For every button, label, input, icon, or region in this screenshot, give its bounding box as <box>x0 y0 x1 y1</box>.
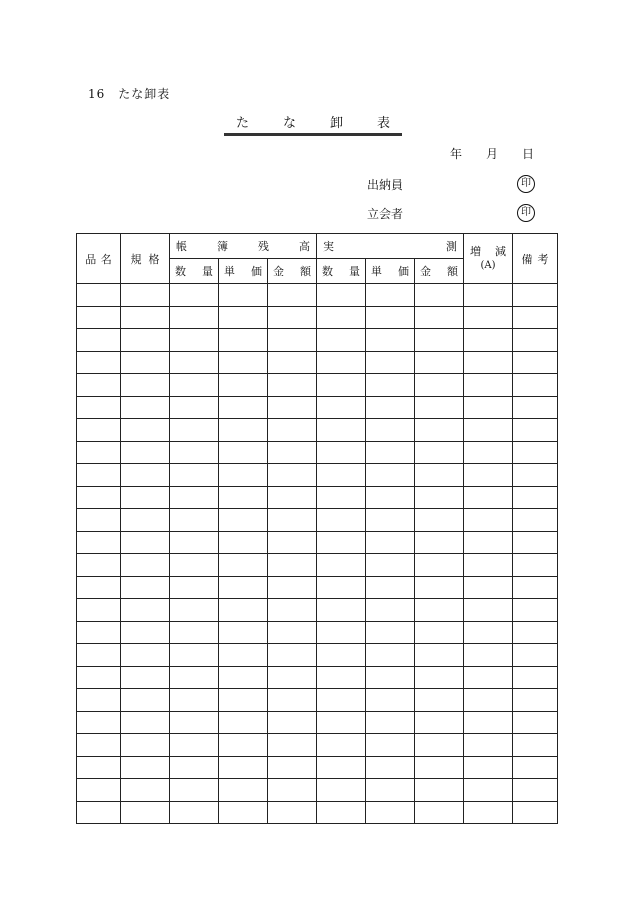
table-cell[interactable] <box>366 509 415 532</box>
table-cell[interactable] <box>513 576 558 599</box>
table-cell[interactable] <box>366 554 415 577</box>
table-cell[interactable] <box>121 284 170 307</box>
table-cell[interactable] <box>415 779 464 802</box>
table-row <box>77 464 558 487</box>
table-cell[interactable] <box>317 396 366 419</box>
table-cell[interactable] <box>219 486 268 509</box>
table-cell[interactable] <box>513 374 558 397</box>
table-cell[interactable] <box>513 756 558 779</box>
table-cell[interactable] <box>268 306 317 329</box>
table-row <box>77 329 558 352</box>
table-cell[interactable] <box>513 621 558 644</box>
table-cell[interactable] <box>77 509 121 532</box>
table-cell[interactable] <box>464 779 513 802</box>
table-cell[interactable] <box>268 351 317 374</box>
table-cell[interactable] <box>77 464 121 487</box>
table-cell[interactable] <box>121 621 170 644</box>
table-cell[interactable] <box>170 599 219 622</box>
table-cell[interactable] <box>170 374 219 397</box>
subheader-actual-unit-price: 単 価 <box>366 259 415 284</box>
table-cell[interactable] <box>170 396 219 419</box>
table-cell[interactable] <box>513 666 558 689</box>
table-cell[interactable] <box>415 644 464 667</box>
table-cell[interactable] <box>366 486 415 509</box>
table-row <box>77 801 558 824</box>
table-cell[interactable] <box>268 756 317 779</box>
table-row <box>77 351 558 374</box>
table-cell[interactable] <box>170 464 219 487</box>
table-cell[interactable] <box>464 441 513 464</box>
table-cell[interactable] <box>464 644 513 667</box>
table-cell[interactable] <box>317 531 366 554</box>
table-cell[interactable] <box>170 284 219 307</box>
table-cell[interactable] <box>513 689 558 712</box>
table-cell[interactable] <box>317 644 366 667</box>
table-cell[interactable] <box>415 734 464 757</box>
table-cell[interactable] <box>121 419 170 442</box>
table-cell[interactable] <box>464 531 513 554</box>
table-cell[interactable] <box>317 441 366 464</box>
table-cell[interactable] <box>121 306 170 329</box>
section-label: 16 たな卸表 <box>88 87 171 101</box>
table-cell[interactable] <box>77 306 121 329</box>
table-cell[interactable] <box>170 329 219 352</box>
table-cell[interactable] <box>77 351 121 374</box>
table-row <box>77 689 558 712</box>
seal-stamp-icon: 印 <box>517 204 535 222</box>
table-cell[interactable] <box>219 554 268 577</box>
table-cell[interactable] <box>77 711 121 734</box>
table-cell[interactable] <box>464 689 513 712</box>
table-cell[interactable] <box>268 734 317 757</box>
table-cell[interactable] <box>366 374 415 397</box>
table-cell[interactable] <box>464 419 513 442</box>
table-cell[interactable] <box>415 396 464 419</box>
table-cell[interactable] <box>219 599 268 622</box>
table-cell[interactable] <box>268 284 317 307</box>
table-row <box>77 599 558 622</box>
table-cell[interactable] <box>464 621 513 644</box>
table-cell[interactable] <box>121 486 170 509</box>
table-cell[interactable] <box>121 329 170 352</box>
table-cell[interactable] <box>415 576 464 599</box>
title-char: た <box>236 116 250 131</box>
table-cell[interactable] <box>219 441 268 464</box>
table-row <box>77 306 558 329</box>
table-cell[interactable] <box>219 734 268 757</box>
table-cell[interactable] <box>415 351 464 374</box>
table-cell[interactable] <box>268 329 317 352</box>
inventory-table <box>76 233 558 824</box>
table-cell[interactable] <box>317 756 366 779</box>
table-cell[interactable] <box>366 284 415 307</box>
table-cell[interactable] <box>219 509 268 532</box>
table-cell[interactable] <box>268 509 317 532</box>
table-cell[interactable] <box>170 351 219 374</box>
table-row <box>77 554 558 577</box>
table-cell[interactable] <box>77 374 121 397</box>
table-cell[interactable] <box>219 644 268 667</box>
table-cell[interactable] <box>464 599 513 622</box>
table-cell[interactable] <box>219 419 268 442</box>
table-cell[interactable] <box>464 486 513 509</box>
table-cell[interactable] <box>513 396 558 419</box>
table-cell[interactable] <box>513 419 558 442</box>
table-cell[interactable] <box>366 734 415 757</box>
table-cell[interactable] <box>464 576 513 599</box>
table-cell[interactable] <box>121 576 170 599</box>
table-cell[interactable] <box>415 711 464 734</box>
subheader-actual-amount: 金 額 <box>415 259 464 284</box>
table-row <box>77 779 558 802</box>
table-cell[interactable] <box>170 441 219 464</box>
table-cell[interactable] <box>268 464 317 487</box>
table-cell[interactable] <box>77 486 121 509</box>
table-cell[interactable] <box>77 599 121 622</box>
table-cell[interactable] <box>121 554 170 577</box>
table-cell[interactable] <box>170 486 219 509</box>
seal-stamp-icon: 印 <box>517 175 535 193</box>
table-cell[interactable] <box>366 396 415 419</box>
table-cell[interactable] <box>170 666 219 689</box>
table-cell[interactable] <box>219 329 268 352</box>
table-cell[interactable] <box>121 464 170 487</box>
table-cell[interactable] <box>513 711 558 734</box>
table-row <box>77 486 558 509</box>
table-cell[interactable] <box>77 396 121 419</box>
table-cell[interactable] <box>415 621 464 644</box>
table-cell[interactable] <box>170 801 219 824</box>
table-cell[interactable] <box>317 351 366 374</box>
table-cell[interactable] <box>415 801 464 824</box>
table-cell[interactable] <box>77 284 121 307</box>
table-cell[interactable] <box>513 486 558 509</box>
table-row <box>77 576 558 599</box>
table-cell[interactable] <box>268 599 317 622</box>
table-cell[interactable] <box>366 419 415 442</box>
table-row <box>77 644 558 667</box>
table-cell[interactable] <box>121 531 170 554</box>
table-cell[interactable] <box>415 599 464 622</box>
table-cell[interactable] <box>170 531 219 554</box>
table-cell[interactable] <box>513 644 558 667</box>
table-cell[interactable] <box>366 621 415 644</box>
table-cell[interactable] <box>415 284 464 307</box>
table-cell[interactable] <box>513 531 558 554</box>
table-cell[interactable] <box>317 576 366 599</box>
table-cell[interactable] <box>464 351 513 374</box>
table-cell[interactable] <box>366 666 415 689</box>
table-cell[interactable] <box>317 599 366 622</box>
table-cell[interactable] <box>121 756 170 779</box>
table-cell[interactable] <box>121 644 170 667</box>
table-cell[interactable] <box>317 734 366 757</box>
table-cell[interactable] <box>415 554 464 577</box>
table-cell[interactable] <box>464 711 513 734</box>
table-row <box>77 531 558 554</box>
table-cell[interactable] <box>170 711 219 734</box>
table-row <box>77 284 558 307</box>
table-cell[interactable] <box>513 554 558 577</box>
table-cell[interactable] <box>268 689 317 712</box>
header-spec: 規 格 <box>121 234 170 284</box>
table-cell[interactable] <box>219 396 268 419</box>
table-cell[interactable] <box>77 734 121 757</box>
table-cell[interactable] <box>121 351 170 374</box>
header-variance: 増 減 (A) <box>464 234 513 284</box>
table-cell[interactable] <box>366 306 415 329</box>
table-cell[interactable] <box>77 329 121 352</box>
table-cell[interactable] <box>317 779 366 802</box>
table-cell[interactable] <box>513 284 558 307</box>
table-cell[interactable] <box>513 599 558 622</box>
table-cell[interactable] <box>366 576 415 599</box>
subheader-book-qty: 数 量 <box>170 259 219 284</box>
table-cell[interactable] <box>219 464 268 487</box>
table-cell[interactable] <box>77 441 121 464</box>
table-cell[interactable] <box>219 576 268 599</box>
table-cell[interactable] <box>77 689 121 712</box>
table-cell[interactable] <box>366 801 415 824</box>
table-cell[interactable] <box>219 689 268 712</box>
title-char: 卸 <box>329 116 343 131</box>
table-cell[interactable] <box>77 531 121 554</box>
subheader-book-unit-price: 単 価 <box>219 259 268 284</box>
table-cell[interactable] <box>121 734 170 757</box>
table-cell[interactable] <box>268 441 317 464</box>
table-cell[interactable] <box>77 666 121 689</box>
table-cell[interactable] <box>366 329 415 352</box>
header-item-name: 品 名 <box>77 234 121 284</box>
table-cell[interactable] <box>366 779 415 802</box>
title-underline <box>224 133 402 136</box>
table-cell[interactable] <box>464 801 513 824</box>
table-cell[interactable] <box>464 284 513 307</box>
table-cell[interactable] <box>415 329 464 352</box>
table-cell[interactable] <box>317 509 366 532</box>
signature-label-witness: 立会者 <box>367 207 404 221</box>
table-cell[interactable] <box>121 599 170 622</box>
table-cell[interactable] <box>415 464 464 487</box>
date-day-label: 日 <box>522 147 535 161</box>
table-cell[interactable] <box>268 576 317 599</box>
table-cell[interactable] <box>317 306 366 329</box>
table-cell[interactable] <box>170 306 219 329</box>
table-cell[interactable] <box>121 509 170 532</box>
table-cell[interactable] <box>464 734 513 757</box>
table-cell[interactable] <box>170 756 219 779</box>
table-cell[interactable] <box>170 554 219 577</box>
date-month-label: 月 <box>486 147 499 161</box>
table-cell[interactable] <box>415 419 464 442</box>
table-cell[interactable] <box>415 756 464 779</box>
table-cell[interactable] <box>268 486 317 509</box>
table-cell[interactable] <box>219 779 268 802</box>
table-cell[interactable] <box>415 509 464 532</box>
table-cell[interactable] <box>415 441 464 464</box>
table-cell[interactable] <box>464 374 513 397</box>
table-cell[interactable] <box>415 689 464 712</box>
table-cell[interactable] <box>219 306 268 329</box>
table-cell[interactable] <box>317 666 366 689</box>
table-cell[interactable] <box>513 509 558 532</box>
table-cell[interactable] <box>219 531 268 554</box>
document-title <box>224 112 402 136</box>
table-cell[interactable] <box>317 284 366 307</box>
table-cell[interactable] <box>317 486 366 509</box>
table-cell[interactable] <box>366 464 415 487</box>
table-cell[interactable] <box>317 801 366 824</box>
table-cell[interactable] <box>77 419 121 442</box>
table-cell[interactable] <box>219 351 268 374</box>
title-char: な <box>282 116 296 131</box>
table-row <box>77 666 558 689</box>
table-cell[interactable] <box>170 734 219 757</box>
table-cell[interactable] <box>317 554 366 577</box>
table-row <box>77 396 558 419</box>
inventory-table-body <box>77 284 558 824</box>
table-cell[interactable] <box>268 374 317 397</box>
table-cell[interactable] <box>366 599 415 622</box>
table-row <box>77 419 558 442</box>
table-cell[interactable] <box>77 621 121 644</box>
date-year-label: 年 <box>450 147 463 161</box>
table-cell[interactable] <box>415 374 464 397</box>
table-cell[interactable] <box>415 531 464 554</box>
title-char: 表 <box>376 116 390 131</box>
table-row <box>77 711 558 734</box>
table-cell[interactable] <box>170 419 219 442</box>
table-cell[interactable] <box>415 306 464 329</box>
table-cell[interactable] <box>464 396 513 419</box>
table-cell[interactable] <box>268 666 317 689</box>
table-cell[interactable] <box>170 779 219 802</box>
table-cell[interactable] <box>317 419 366 442</box>
table-cell[interactable] <box>170 621 219 644</box>
table-cell[interactable] <box>77 644 121 667</box>
table-cell[interactable] <box>219 801 268 824</box>
table-cell[interactable] <box>366 689 415 712</box>
table-cell[interactable] <box>366 756 415 779</box>
table-cell[interactable] <box>268 396 317 419</box>
table-cell[interactable] <box>513 801 558 824</box>
table-cell[interactable] <box>366 711 415 734</box>
table-cell[interactable] <box>317 464 366 487</box>
table-cell[interactable] <box>513 464 558 487</box>
table-cell[interactable] <box>513 779 558 802</box>
subheader-book-amount: 金 額 <box>268 259 317 284</box>
table-cell[interactable] <box>513 329 558 352</box>
table-cell[interactable] <box>121 441 170 464</box>
table-cell[interactable] <box>170 644 219 667</box>
table-cell[interactable] <box>77 756 121 779</box>
table-cell[interactable] <box>366 441 415 464</box>
table-cell[interactable] <box>464 509 513 532</box>
header-remarks: 備 考 <box>513 234 558 284</box>
table-cell[interactable] <box>268 621 317 644</box>
subheader-actual-qty: 数 量 <box>317 259 366 284</box>
table-cell[interactable] <box>219 666 268 689</box>
table-row <box>77 374 558 397</box>
table-cell[interactable] <box>268 419 317 442</box>
table-cell[interactable] <box>317 374 366 397</box>
table-row <box>77 621 558 644</box>
header-actual-count: 実 測 <box>317 234 464 259</box>
table-row <box>77 734 558 757</box>
table-cell[interactable] <box>268 644 317 667</box>
table-cell[interactable] <box>121 779 170 802</box>
table-cell[interactable] <box>268 779 317 802</box>
table-cell[interactable] <box>121 711 170 734</box>
table-cell[interactable] <box>268 531 317 554</box>
table-cell[interactable] <box>219 756 268 779</box>
table-cell[interactable] <box>513 441 558 464</box>
table-cell[interactable] <box>170 509 219 532</box>
header-book-balance: 帳 簿 残 高 <box>170 234 317 259</box>
table-cell[interactable] <box>77 779 121 802</box>
table-cell[interactable] <box>170 576 219 599</box>
table-row <box>77 441 558 464</box>
table-cell[interactable] <box>415 666 464 689</box>
signature-label-cashier: 出納員 <box>367 178 404 192</box>
table-cell[interactable] <box>464 666 513 689</box>
table-cell[interactable] <box>317 689 366 712</box>
table-cell[interactable] <box>464 756 513 779</box>
table-cell[interactable] <box>513 306 558 329</box>
table-cell[interactable] <box>77 554 121 577</box>
table-cell[interactable] <box>170 689 219 712</box>
table-cell[interactable] <box>366 351 415 374</box>
table-cell[interactable] <box>317 621 366 644</box>
table-cell[interactable] <box>464 554 513 577</box>
table-cell[interactable] <box>121 689 170 712</box>
table-cell[interactable] <box>219 284 268 307</box>
table-cell[interactable] <box>415 486 464 509</box>
table-cell[interactable] <box>219 374 268 397</box>
table-cell[interactable] <box>268 801 317 824</box>
table-row <box>77 756 558 779</box>
table-cell[interactable] <box>464 329 513 352</box>
table-cell[interactable] <box>513 351 558 374</box>
table-cell[interactable] <box>317 711 366 734</box>
table-cell[interactable] <box>464 464 513 487</box>
table-cell[interactable] <box>121 396 170 419</box>
table-cell[interactable] <box>268 711 317 734</box>
table-row <box>77 509 558 532</box>
table-cell[interactable] <box>77 576 121 599</box>
table-cell[interactable] <box>219 711 268 734</box>
table-cell[interactable] <box>513 734 558 757</box>
table-cell[interactable] <box>121 666 170 689</box>
table-cell[interactable] <box>121 374 170 397</box>
table-cell[interactable] <box>317 329 366 352</box>
table-cell[interactable] <box>219 621 268 644</box>
table-cell[interactable] <box>268 554 317 577</box>
table-cell[interactable] <box>77 801 121 824</box>
table-cell[interactable] <box>464 306 513 329</box>
table-cell[interactable] <box>121 801 170 824</box>
table-cell[interactable] <box>366 644 415 667</box>
table-cell[interactable] <box>366 531 415 554</box>
